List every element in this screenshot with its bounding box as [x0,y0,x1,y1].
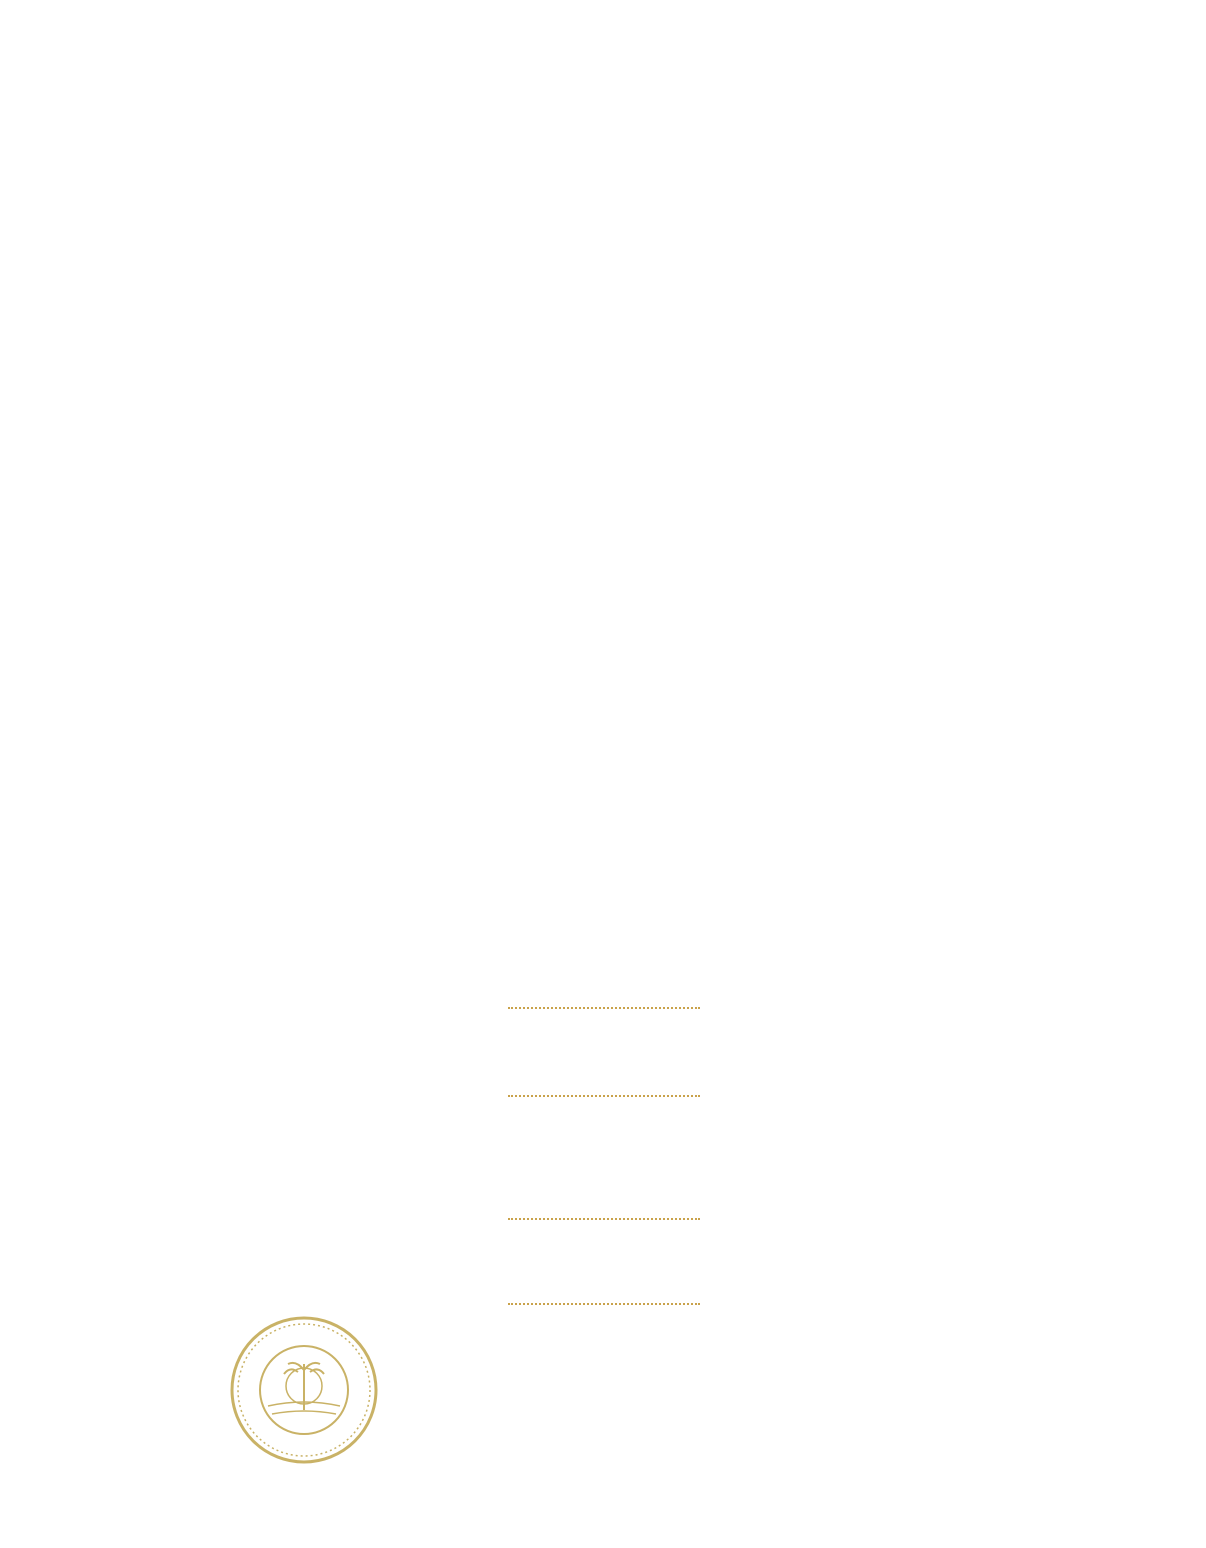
town-address [396,1380,416,1400]
dotted-divider [508,1007,700,1009]
dotted-divider [508,1218,700,1220]
town-seal-icon [228,1314,380,1466]
directory-entry-gate-teco [0,262,1206,293]
dotted-divider [508,1303,700,1305]
golden-beach-logo [300,132,510,232]
dotted-divider [508,1095,700,1097]
phone-directory [0,262,1206,293]
hotwire-logo [536,1116,676,1162]
page-footer-left [72,1499,80,1518]
page-header [300,132,920,237]
